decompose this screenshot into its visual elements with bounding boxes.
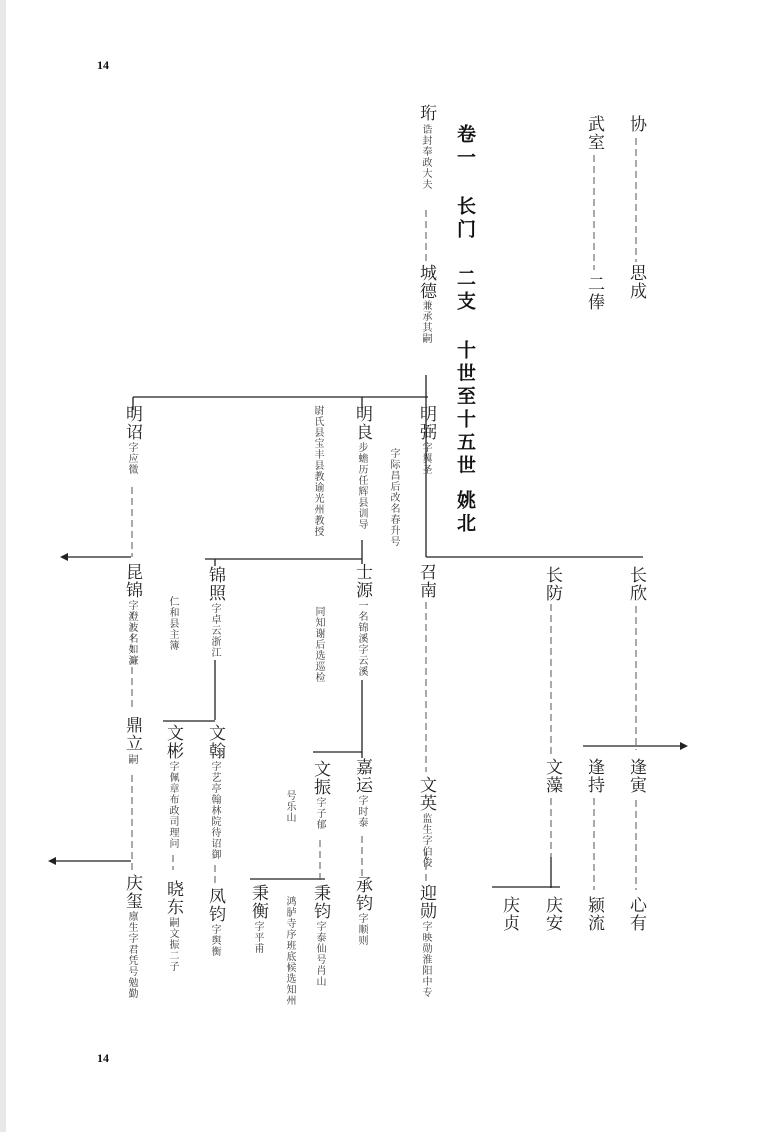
title-suffix: 姚北: [454, 490, 476, 536]
note-shiyuan: 一名锦溪字云溪: [356, 600, 367, 677]
person-minglian: 明良: [352, 405, 372, 441]
person-heng: 珩: [416, 104, 436, 122]
note-minglian: 步蟾历任辉县训导: [356, 442, 367, 530]
person-jinzhao: 锦照: [205, 566, 225, 602]
note-chengjun: 字顺则: [356, 913, 367, 946]
person-changfang: 长防: [542, 566, 562, 602]
note-chengde: 兼承其嗣: [420, 300, 431, 344]
person-wenzao: 文藻: [542, 758, 562, 794]
person-wenying: 文英: [416, 776, 436, 812]
note-dingli: 嗣: [126, 754, 137, 765]
person-yingliu: 颍流: [584, 896, 604, 932]
note-yingxun: 字映勋淮阳中专: [420, 921, 431, 998]
note-bingjun-side: 鸿胪寺序班底候选知州: [284, 896, 295, 1006]
note-bingheng: 字平甫: [252, 921, 263, 954]
person-kunjin: 昆锦: [122, 563, 142, 599]
person-bingheng: 秉衡: [248, 884, 268, 920]
person-qingzhen: 庆贞: [499, 896, 519, 932]
person-wenzhen: 文振: [310, 760, 330, 796]
person-shiyuan: 士源: [352, 563, 372, 599]
note-kunjin-side: 仁和县主簿: [167, 596, 178, 651]
note-wenhan: 字艺亭翰林院待诏御: [209, 761, 220, 860]
person-qingxi: 庆玺: [122, 874, 142, 910]
person-bingjun: 秉钧: [310, 884, 330, 920]
note-fengjun: 字舆衡: [209, 924, 220, 957]
note-jinzhao: 字卓云浙江: [209, 603, 220, 658]
person-dingli: 鼎立: [122, 716, 142, 752]
note-heng: 诰封奉政大夫: [420, 124, 431, 190]
note-wenzhen-side: 号乐山: [284, 790, 295, 823]
person-erfeng: 二俸: [584, 275, 604, 311]
person-xinyou: 心有: [626, 896, 646, 932]
page-number-top: 14: [97, 58, 109, 72]
person-chengjun: 承钧: [352, 876, 372, 912]
note-wenying: 监生字伯俊: [420, 813, 431, 868]
note-bingjun: 字泰仙号肖山: [314, 921, 325, 987]
note-wenbin: 字佩章布政司理问: [167, 761, 178, 849]
person-chengde: 城德: [416, 264, 436, 300]
person-fengchi: 逢持: [584, 758, 604, 794]
note-wenzhen: 字子郁: [314, 797, 325, 830]
note-mingzhao: 字应微: [126, 442, 137, 475]
person-qingan: 庆安: [542, 896, 562, 932]
person-xiaodong: 晓东: [163, 880, 183, 916]
title-main: 卷一 长门 二支 十世至十五世: [454, 124, 476, 478]
person-zhaonan: 召南: [416, 563, 436, 599]
person-jiayun: 嘉运: [352, 758, 372, 794]
person-mingbi: 明弼: [416, 405, 436, 441]
note-qingxi: 廪生字君凭号勉勤: [126, 911, 137, 999]
note-kunjin: 字澄波名如濂: [126, 600, 137, 666]
person-sicheng: 思成: [626, 264, 646, 300]
person-mingzhao: 明诏: [122, 405, 142, 441]
note-shiyuan-side: 同知谢后选巡检: [313, 606, 324, 683]
person-changxin: 长欣: [626, 566, 646, 602]
person-xie: 协: [626, 115, 646, 133]
person-fengjun: 凤钧: [205, 887, 225, 923]
page-number-bottom: 14: [97, 1051, 109, 1065]
note-xiaodong: 嗣文振二子: [167, 917, 178, 972]
note-mingbi-2: 字际昌后改名春升号: [388, 448, 399, 547]
person-wenbin: 文彬: [163, 724, 183, 760]
person-wushi: 武室: [584, 115, 604, 151]
note-mingbi: 字翼圣: [420, 442, 431, 475]
person-yingxun: 迎勋: [416, 884, 436, 920]
note-jiayun: 字时泰: [356, 795, 367, 828]
person-fengyin: 逢寅: [626, 758, 646, 794]
page-title: [455, 124, 474, 536]
note-minglian-2: 尉氏县宝丰县教谕光州教授: [312, 405, 323, 537]
person-wenhan: 文翰: [205, 724, 225, 760]
